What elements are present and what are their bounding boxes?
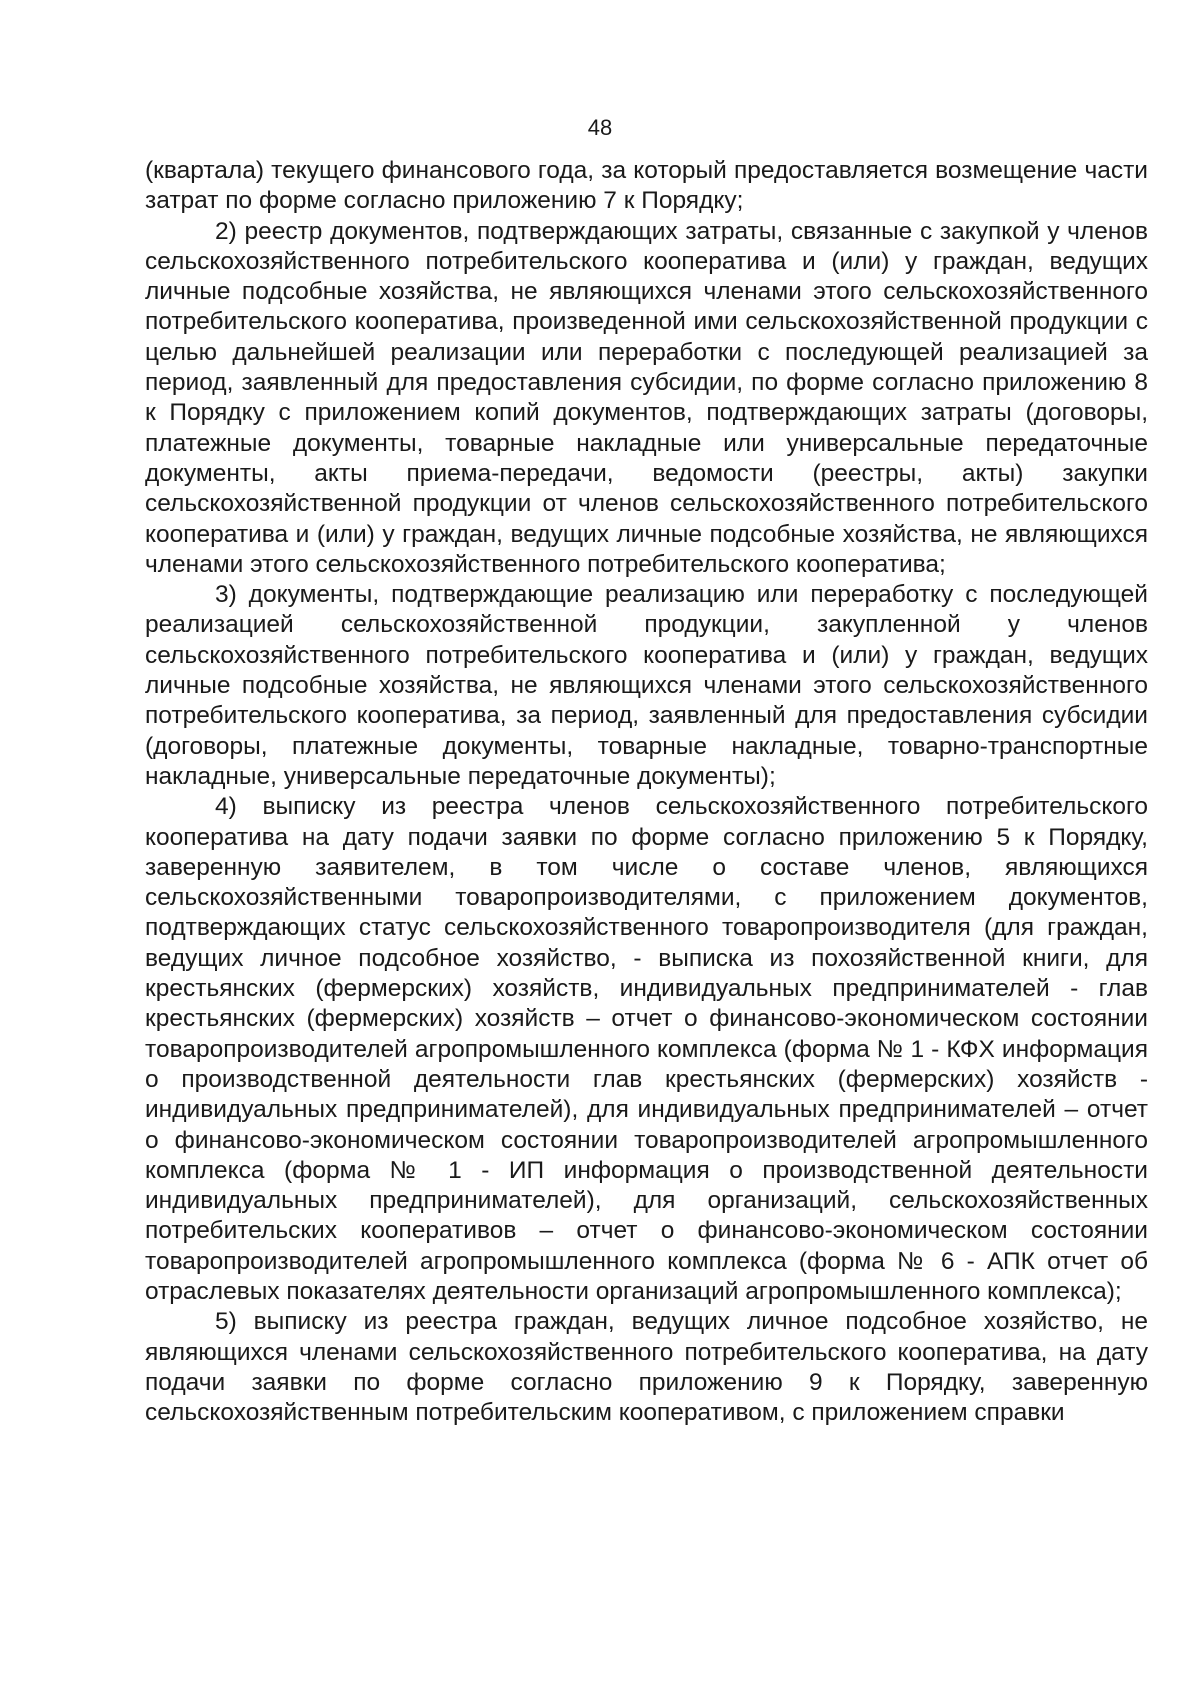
- document-body: [145, 156, 1148, 1428]
- paragraph-item-2: 2) реестр документов, подтверждающих затраты, связанные с закупкой у членов сельскохозяйственного потребительского кооператива и (или) у граждан, ведущих личные подсобные хозяйства, не являющихся членами этого сельскохозяйственного потребительского кооператива, произведенной ими сельскохозяйственной продукции с целью дальнейшей реализации или переработки с последующей реализацией за период, заявленный для предоставления субсидии, по форме согласно приложению 8 к Порядку с приложением копий документов, подтверждающих затраты (договоры, платежные документы, товарные накладные или универсальные передаточные документы, акты приема-передачи, ведомости (реестры, акты) закупки сельскохозяйственной продукции от членов сельскохозяйственного потребительского кооператива и (или) у граждан, ведущих личные подсобные хозяйства, не являющихся членами этого сельскохозяйственного потребительского кооператива;: [145, 217, 1148, 578]
- paragraph-item-4: 4) выписку из реестра членов сельскохозяйственного потребительского кооператива на дату подачи заявки по форме согласно приложению 5 к Порядку, заверенную заявителем, в том числе о составе членов, являющихся сельскохозяйственными товаропроизводителями, с приложением документов, подтверждающих статус сельскохозяйственного товаропроизводителя (для граждан, ведущих личное подсобное хозяйство, - выписка из похозяйственной книги, для крестьянских (фермерских) хозяйств, индивидуальных предпринимателей - глав крестьянских (фермерских) хозяйств – отчет о финансово-экономическом состоянии товаропроизводителей агропромышленного комплекса (форма № 1 - КФХ информация о производственной деятельности глав крестьянских (фермерских) хозяйств - индивидуальных предпринимателей), для индивидуальных предпринимателей – отчет о финансово-экономическом состоянии товаропроизводителей агропромышленного комплекса (форма № 1 - ИП информация о производственной деятельности индивидуальных предпринимателей), для организаций, сельскохозяйственных потребительских кооперативов – отчет о финансово-экономическом состоянии товаропроизводителей агропромышленного комплекса (форма № 6 - АПК отчет об отраслевых показателях деятельности организаций агропромышленного комплекса);: [145, 793, 1148, 1305]
- page-number: 48: [587, 115, 613, 140]
- paragraph-item-3: 3) документы, подтверждающие реализацию или переработку с последующей реализацией сельскохозяйственной продукции, закупленной у членов сельскохозяйственного потребительского кооператива и (или) у граждан, ведущих личные подсобные хозяйства, не являющихся членами этого сельскохозяйственного потребительского кооператива, за период, заявленный для предоставления субсидии (договоры, платежные документы, товарные накладные, товарно-транспортные накладные, универсальные передаточные документы);: [145, 581, 1148, 790]
- paragraph-item-5: 5) выписку из реестра граждан, ведущих личное подсобное хозяйство, не являющихся членами сельскохозяйственного потребительского кооператива, на дату подачи заявки по форме согласно приложению 9 к Порядку, заверенную сельскохозяйственным потребительским кооперативом, с приложением справки: [145, 1308, 1148, 1427]
- paragraph-continuation: (квартала) текущего финансового года, за который предоставляется возмещение части затрат по форме согласно приложению 7 к Порядку;: [145, 157, 1148, 215]
